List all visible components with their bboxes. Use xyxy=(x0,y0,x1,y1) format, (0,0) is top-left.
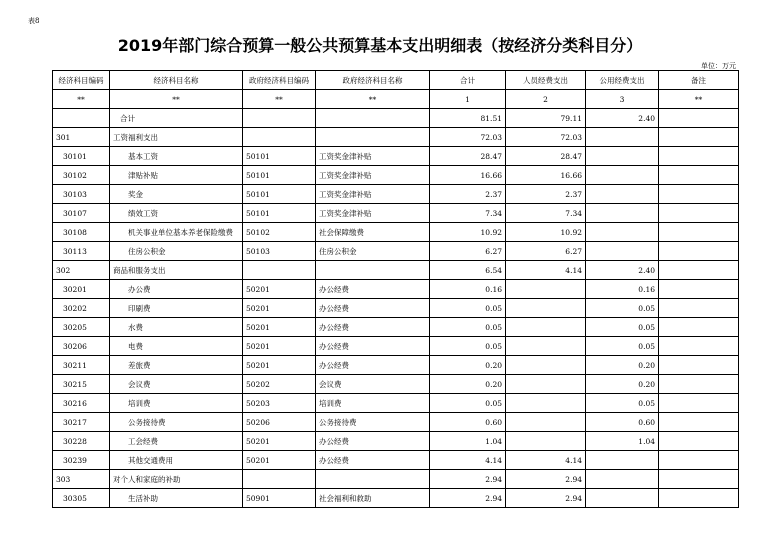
public-cell: 0.05 xyxy=(586,394,659,413)
econ-name-cell: 对个人和家庭的补助 xyxy=(110,470,243,489)
personnel-cell xyxy=(506,356,586,375)
personnel-cell xyxy=(506,299,586,318)
public-cell xyxy=(586,166,659,185)
gov-name-cell: 社会福利和救助 xyxy=(316,489,430,508)
gov-name-cell: 办公经费 xyxy=(316,356,430,375)
gov-name-cell: 工资奖金津补贴 xyxy=(316,185,430,204)
public-cell: 0.20 xyxy=(586,375,659,394)
public-cell xyxy=(586,489,659,508)
gov-name-cell xyxy=(316,109,430,128)
note-cell xyxy=(659,261,739,280)
total-cell: 0.05 xyxy=(430,299,506,318)
gov-name-cell: 办公经费 xyxy=(316,432,430,451)
econ-name-cell: 电费 xyxy=(110,337,243,356)
gov-name-cell: 住房公积金 xyxy=(316,242,430,261)
public-cell xyxy=(586,128,659,147)
note-cell xyxy=(659,432,739,451)
note-cell xyxy=(659,394,739,413)
table-row xyxy=(53,489,739,508)
table-row xyxy=(53,128,739,147)
total-cell: 7.34 xyxy=(430,204,506,223)
total-cell: 6.54 xyxy=(430,261,506,280)
personnel-cell: 10.92 xyxy=(506,223,586,242)
personnel-cell: 2.37 xyxy=(506,185,586,204)
header-cell: 经济科目编码 xyxy=(53,71,110,90)
econ-code-cell: 30201 xyxy=(53,280,110,299)
econ-code-cell: 301 xyxy=(53,128,110,147)
total-cell: 0.05 xyxy=(430,318,506,337)
total-cell: 0.20 xyxy=(430,356,506,375)
total-cell: 0.16 xyxy=(430,280,506,299)
gov-code-cell: 50103 xyxy=(243,242,316,261)
econ-name-cell: 公务接待费 xyxy=(110,413,243,432)
gov-code-cell xyxy=(243,470,316,489)
public-cell: 2.40 xyxy=(586,109,659,128)
note-cell xyxy=(659,318,739,337)
personnel-cell: 2.94 xyxy=(506,489,586,508)
gov-name-cell: 工资奖金津补贴 xyxy=(316,204,430,223)
personnel-cell xyxy=(506,375,586,394)
unit-label: 单位：万元 xyxy=(701,62,736,70)
table-row xyxy=(53,223,739,242)
note-cell xyxy=(659,147,739,166)
gov-name-cell: 社会保障缴费 xyxy=(316,223,430,242)
gov-code-cell: 50202 xyxy=(243,375,316,394)
total-cell: 81.51 xyxy=(430,109,506,128)
gov-code-cell xyxy=(243,109,316,128)
personnel-cell: 72.03 xyxy=(506,128,586,147)
personnel-cell xyxy=(506,318,586,337)
header-cell: 政府经济科目名称 xyxy=(316,71,430,90)
index-cell: ** xyxy=(316,90,430,109)
total-cell: 0.20 xyxy=(430,375,506,394)
page-title: 2019年部门综合预算一般公共预算基本支出明细表（按经济分类科目分） xyxy=(117,36,643,55)
note-cell xyxy=(659,185,739,204)
econ-code-cell: 30239 xyxy=(53,451,110,470)
total-cell: 28.47 xyxy=(430,147,506,166)
gov-code-cell: 50201 xyxy=(243,280,316,299)
econ-name-cell: 生活补助 xyxy=(110,489,243,508)
public-cell: 0.05 xyxy=(586,337,659,356)
index-row xyxy=(53,90,739,109)
gov-code-cell xyxy=(243,261,316,280)
personnel-cell: 7.34 xyxy=(506,204,586,223)
note-cell xyxy=(659,470,739,489)
total-cell: 2.37 xyxy=(430,185,506,204)
econ-code-cell: 302 xyxy=(53,261,110,280)
gov-name-cell: 公务接待费 xyxy=(316,413,430,432)
econ-name-cell: 津贴补贴 xyxy=(110,166,243,185)
table-row xyxy=(53,451,739,470)
header-cell: 公用经费支出 xyxy=(586,71,659,90)
econ-code-cell: 30108 xyxy=(53,223,110,242)
total-cell: 6.27 xyxy=(430,242,506,261)
public-cell xyxy=(586,470,659,489)
econ-name-cell: 机关事业单位基本养老保险缴费 xyxy=(110,223,243,242)
note-cell xyxy=(659,413,739,432)
table-row xyxy=(53,470,739,489)
table-row xyxy=(53,242,739,261)
public-cell xyxy=(586,204,659,223)
header-cell: 经济科目名称 xyxy=(110,71,243,90)
public-cell xyxy=(586,451,659,470)
table-row xyxy=(53,413,739,432)
index-cell: ** xyxy=(659,90,739,109)
gov-code-cell: 50201 xyxy=(243,356,316,375)
public-cell xyxy=(586,147,659,166)
econ-name-cell: 会议费 xyxy=(110,375,243,394)
note-cell xyxy=(659,489,739,508)
index-cell: ** xyxy=(53,90,110,109)
table-body xyxy=(53,109,739,508)
econ-name-cell: 差旅费 xyxy=(110,356,243,375)
econ-name-cell: 商品和服务支出 xyxy=(110,261,243,280)
gov-code-cell xyxy=(243,128,316,147)
table-row xyxy=(53,394,739,413)
gov-code-cell: 50101 xyxy=(243,185,316,204)
gov-name-cell xyxy=(316,470,430,489)
personnel-cell xyxy=(506,394,586,413)
personnel-cell xyxy=(506,413,586,432)
personnel-cell: 4.14 xyxy=(506,451,586,470)
gov-name-cell: 办公经费 xyxy=(316,318,430,337)
gov-name-cell xyxy=(316,261,430,280)
note-cell xyxy=(659,128,739,147)
econ-name-cell: 水费 xyxy=(110,318,243,337)
table-row xyxy=(53,375,739,394)
gov-code-cell: 50101 xyxy=(243,166,316,185)
econ-code-cell: 30202 xyxy=(53,299,110,318)
gov-code-cell: 50203 xyxy=(243,394,316,413)
total-cell: 10.92 xyxy=(430,223,506,242)
personnel-cell xyxy=(506,432,586,451)
table-row xyxy=(53,147,739,166)
personnel-cell: 2.94 xyxy=(506,470,586,489)
note-cell xyxy=(659,109,739,128)
table-row xyxy=(53,299,739,318)
gov-name-cell: 办公经费 xyxy=(316,299,430,318)
econ-code-cell: 30228 xyxy=(53,432,110,451)
index-cell: 1 xyxy=(430,90,506,109)
index-cell: 3 xyxy=(586,90,659,109)
public-cell xyxy=(586,223,659,242)
econ-name-cell: 办公费 xyxy=(110,280,243,299)
total-cell: 2.94 xyxy=(430,470,506,489)
gov-code-cell: 50201 xyxy=(243,337,316,356)
index-cell: ** xyxy=(110,90,243,109)
public-cell xyxy=(586,185,659,204)
header-cell: 备注 xyxy=(659,71,739,90)
econ-code-cell: 30217 xyxy=(53,413,110,432)
public-cell: 2.40 xyxy=(586,261,659,280)
gov-code-cell: 50201 xyxy=(243,318,316,337)
total-cell: 4.14 xyxy=(430,451,506,470)
gov-code-cell: 50201 xyxy=(243,299,316,318)
note-cell xyxy=(659,337,739,356)
personnel-cell: 28.47 xyxy=(506,147,586,166)
personnel-cell xyxy=(506,280,586,299)
econ-name-cell: 合计 xyxy=(110,109,243,128)
table-row xyxy=(53,280,739,299)
personnel-cell: 6.27 xyxy=(506,242,586,261)
total-cell: 2.94 xyxy=(430,489,506,508)
table-row xyxy=(53,261,739,280)
personnel-cell: 79.11 xyxy=(506,109,586,128)
gov-name-cell: 办公经费 xyxy=(316,280,430,299)
note-cell xyxy=(659,356,739,375)
econ-code-cell: 30206 xyxy=(53,337,110,356)
table-row xyxy=(53,166,739,185)
public-cell: 0.16 xyxy=(586,280,659,299)
public-cell: 0.60 xyxy=(586,413,659,432)
gov-code-cell: 50101 xyxy=(243,204,316,223)
public-cell: 1.04 xyxy=(586,432,659,451)
econ-name-cell: 住房公积金 xyxy=(110,242,243,261)
public-cell xyxy=(586,242,659,261)
note-cell xyxy=(659,375,739,394)
total-cell: 16.66 xyxy=(430,166,506,185)
gov-name-cell: 办公经费 xyxy=(316,451,430,470)
econ-code-cell: 30216 xyxy=(53,394,110,413)
econ-code-cell: 30113 xyxy=(53,242,110,261)
gov-name-cell: 会议费 xyxy=(316,375,430,394)
econ-code-cell: 303 xyxy=(53,470,110,489)
econ-name-cell: 其他交通费用 xyxy=(110,451,243,470)
econ-code-cell: 30215 xyxy=(53,375,110,394)
econ-name-cell: 基本工资 xyxy=(110,147,243,166)
public-cell: 0.05 xyxy=(586,299,659,318)
public-cell: 0.05 xyxy=(586,318,659,337)
note-cell xyxy=(659,451,739,470)
expenditure-table xyxy=(52,70,739,508)
gov-code-cell: 50206 xyxy=(243,413,316,432)
table-row xyxy=(53,204,739,223)
econ-name-cell: 奖金 xyxy=(110,185,243,204)
note-cell xyxy=(659,166,739,185)
index-cell: 2 xyxy=(506,90,586,109)
econ-name-cell: 工资福利支出 xyxy=(110,128,243,147)
note-cell xyxy=(659,280,739,299)
note-cell xyxy=(659,242,739,261)
econ-name-cell: 绩效工资 xyxy=(110,204,243,223)
gov-code-cell: 50201 xyxy=(243,432,316,451)
gov-code-cell: 50102 xyxy=(243,223,316,242)
econ-code-cell: 30103 xyxy=(53,185,110,204)
gov-code-cell: 50101 xyxy=(243,147,316,166)
gov-code-cell: 50201 xyxy=(243,451,316,470)
note-cell xyxy=(659,204,739,223)
econ-name-cell: 印刷费 xyxy=(110,299,243,318)
table-row xyxy=(53,356,739,375)
header-cell: 合计 xyxy=(430,71,506,90)
total-cell: 0.60 xyxy=(430,413,506,432)
total-cell: 0.05 xyxy=(430,337,506,356)
header-row xyxy=(53,71,739,90)
table-row xyxy=(53,432,739,451)
total-cell: 1.04 xyxy=(430,432,506,451)
table-row xyxy=(53,318,739,337)
public-cell: 0.20 xyxy=(586,356,659,375)
personnel-cell: 16.66 xyxy=(506,166,586,185)
header-cell: 人员经费支出 xyxy=(506,71,586,90)
note-cell xyxy=(659,223,739,242)
econ-code-cell: 30211 xyxy=(53,356,110,375)
personnel-cell: 4.14 xyxy=(506,261,586,280)
table-row xyxy=(53,337,739,356)
econ-code-cell: 30305 xyxy=(53,489,110,508)
gov-code-cell: 50901 xyxy=(243,489,316,508)
gov-name-cell xyxy=(316,128,430,147)
econ-code-cell xyxy=(53,109,110,128)
table-number-label: 表8 xyxy=(28,17,40,25)
index-cell: ** xyxy=(243,90,316,109)
gov-name-cell: 工资奖金津补贴 xyxy=(316,147,430,166)
econ-name-cell: 培训费 xyxy=(110,394,243,413)
gov-name-cell: 培训费 xyxy=(316,394,430,413)
econ-code-cell: 30101 xyxy=(53,147,110,166)
econ-code-cell: 30205 xyxy=(53,318,110,337)
personnel-cell xyxy=(506,337,586,356)
table-row xyxy=(53,185,739,204)
total-cell: 0.05 xyxy=(430,394,506,413)
table-row xyxy=(53,109,739,128)
econ-code-cell: 30107 xyxy=(53,204,110,223)
total-cell: 72.03 xyxy=(430,128,506,147)
econ-code-cell: 30102 xyxy=(53,166,110,185)
header-cell: 政府经济科目编码 xyxy=(243,71,316,90)
gov-name-cell: 工资奖金津补贴 xyxy=(316,166,430,185)
note-cell xyxy=(659,299,739,318)
gov-name-cell: 办公经费 xyxy=(316,337,430,356)
econ-name-cell: 工会经费 xyxy=(110,432,243,451)
